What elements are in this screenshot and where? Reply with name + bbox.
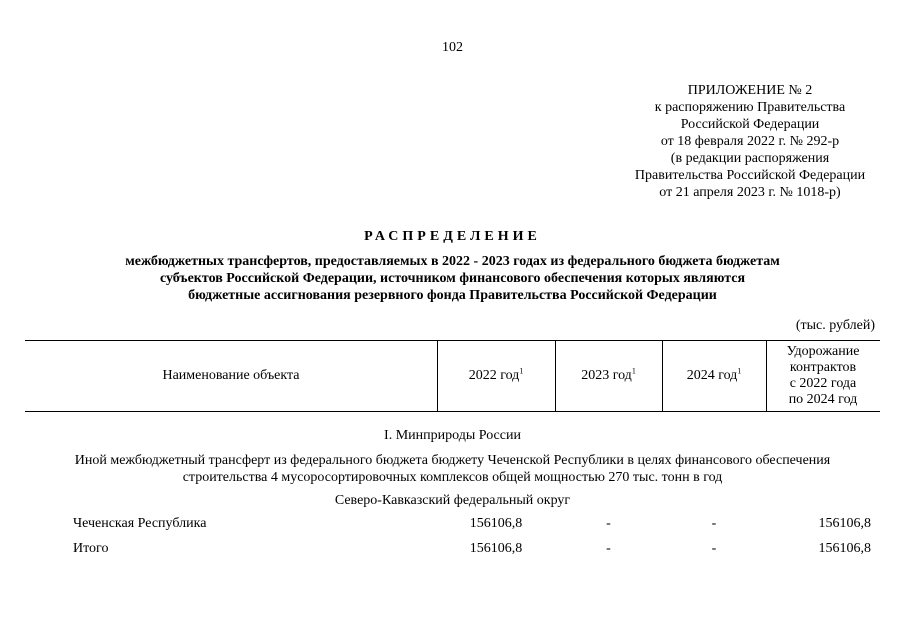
header-object-name [25, 341, 438, 411]
header-2022-text: 2022 год [468, 368, 520, 383]
page-number: 102 [442, 40, 463, 55]
row-value-2024: - [711, 516, 717, 531]
header-increase-line: контрактов [789, 360, 857, 375]
subtitle-line: бюджетные ассигнования резервного фонда Правительства Российской Федерации [188, 288, 717, 303]
header-2023 [555, 341, 663, 411]
header-increase-line: по 2024 год [788, 392, 858, 407]
appendix-line: (в редакции распоряжения [670, 151, 830, 166]
footnote-mark: 1 [631, 366, 636, 376]
header-2022 [437, 341, 556, 411]
appendix-line: ПРИЛОЖЕНИЕ № 2 [687, 83, 813, 98]
row-value-2022: 156106,8 [469, 516, 523, 531]
appendix-header [600, 82, 900, 201]
document-subtitle [40, 253, 865, 304]
appendix-line: к распоряжению Правительства [654, 100, 846, 115]
footnote-mark: 1 [737, 366, 742, 376]
row-name: Чеченская Республика [73, 516, 207, 531]
table-row-total [25, 541, 880, 561]
header-2024 [662, 341, 767, 411]
row-value-2023: - [606, 516, 611, 531]
subtitle-line: межбюджетных трансфертов, предоставляемых в 2022 - 2023 годах из федерального бюджета бюджетам [125, 254, 780, 269]
header-2023-text: 2023 год [581, 368, 632, 383]
header-2024-text: 2024 год [686, 368, 738, 383]
appendix-line: Правительства Российской Федерации [634, 168, 866, 183]
subtitle-line: субъектов Российской Федерации, источником финансового обеспечения которых являются [159, 271, 746, 286]
header-increase-line: Удорожание [786, 344, 860, 359]
header-contract-increase [766, 341, 880, 411]
row-value-increase: 156106,8 [818, 516, 871, 531]
transfer-description-line: Иной межбюджетный трансферт из федерального бюджета бюджету Чеченской Республики в целях финансового обеспечения [74, 453, 831, 468]
appendix-line: Российской Федерации [680, 117, 820, 132]
table-row [25, 516, 880, 536]
header-increase-line: с 2022 года [789, 376, 857, 391]
row-value-2023: - [606, 541, 611, 556]
table-header [25, 340, 880, 412]
units-label: (тыс. рублей) [795, 318, 875, 333]
section-title: I. Минприроды России [384, 428, 521, 443]
transfer-description-line: строительства 4 мусоросортировочных комплексов общей мощностью 270 тыс. тонн в год [182, 470, 723, 485]
header-object-name-text: Наименование объекта [162, 368, 300, 383]
appendix-line: от 18 февраля 2022 г. № 292-р [660, 134, 840, 149]
transfer-description [25, 452, 880, 486]
appendix-line: от 21 апреля 2023 г. № 1018-р) [659, 185, 841, 200]
federal-district: Северо-Кавказский федеральный округ [334, 493, 571, 508]
footnote-mark: 1 [519, 366, 524, 376]
row-value-2022: 156106,8 [469, 541, 523, 556]
row-name: Итого [73, 541, 109, 556]
row-value-2024: - [711, 541, 717, 556]
row-value-increase: 156106,8 [818, 541, 871, 556]
document-title: РАСПРЕДЕЛЕНИЕ [364, 229, 541, 244]
